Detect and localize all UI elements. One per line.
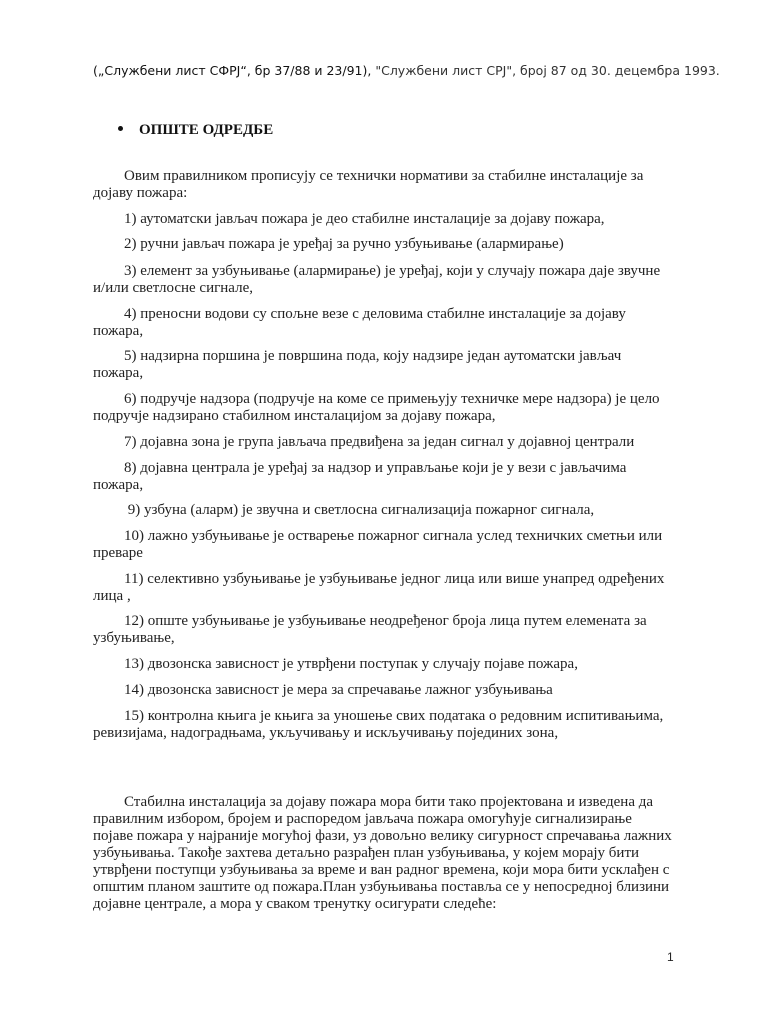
definition-8: 8) дојавна централа је уређај за надзор и управљање који је у вези с јављачима пожара, bbox=[93, 460, 627, 493]
definition-14: 14) двозонска зависност је мера за спречавање лажног узбуњивања bbox=[124, 682, 553, 698]
list-item bbox=[93, 682, 673, 699]
bullet-icon bbox=[118, 126, 123, 131]
definition-2: 2) ручни јављач пожара је уређај за ручно узбуњивање (алармирање) bbox=[124, 236, 564, 252]
definition-9: 9) узбуна (аларм) је звучна и светлосна сигнализација пожарног сигнала, bbox=[124, 502, 595, 518]
list-item bbox=[93, 434, 673, 451]
list-item bbox=[93, 391, 673, 425]
list-item bbox=[93, 211, 673, 228]
definition-4: 4) преносни водови су спољне везе с деловима стабилне инсталације за дојаву пожара, bbox=[93, 306, 626, 339]
list-item bbox=[93, 613, 673, 647]
list-item bbox=[93, 460, 673, 494]
definition-13: 13) двозонска зависност је утврђени поступак у случају појаве пожара, bbox=[124, 656, 578, 672]
definition-11: 11) селективно узбуњивање је узбуњивање једног лица или више унапред одређених лица , bbox=[93, 571, 665, 604]
definition-12: 12) опште узбуњивање је узбуњивање неодређеног броја лица путем елемената за узбуњивање, bbox=[93, 613, 647, 646]
definition-1: 1) аутоматски јављач пожара је део стабилне инсталације за дојаву пожара, bbox=[124, 211, 605, 227]
list-item bbox=[93, 306, 673, 340]
section-title: ОПШТЕ ОДРЕДБЕ bbox=[139, 122, 274, 138]
page-number: 1 bbox=[667, 950, 674, 964]
definition-15: 15) контролна књига је књига за уношење свих података о редовним испитивањима, ревизијама, надоградњама, укључивању и искључивању појединих зона, bbox=[93, 708, 664, 741]
section-heading bbox=[118, 122, 273, 139]
definition-3: 3) елемент за узбуњивање (алармирање) је уређај, који у случају пожара даје звучне и/или светлосне сигнале, bbox=[93, 263, 661, 296]
list-item bbox=[93, 656, 673, 673]
citation-sfrj: („Службени лист СФРЈ“, бр 37/88 и 23/91), bbox=[93, 63, 376, 78]
list-item bbox=[93, 348, 673, 382]
list-item bbox=[93, 236, 673, 253]
definition-6: 6) подручје надзора (подручје на коме се примењују техничке мере надзора) је цело подручје надзирано стабилном инсталацијом за дојаву пожара, bbox=[93, 391, 660, 424]
intro-paragraph bbox=[93, 168, 673, 202]
list-item bbox=[93, 708, 673, 742]
definition-5: 5) надзирна поршина је површина пода, коју надзире један аутоматски јављач пожара, bbox=[93, 348, 622, 381]
intro-text: Овим правилником прописују се технички нормативи за стабилне инсталације за дојаву пожара: bbox=[93, 168, 644, 201]
citation-srj: "Службени лист СРЈ", број 87 од 30. децембра 1993. bbox=[375, 63, 720, 78]
closing-text: Стабилна инсталација за дојаву пожара мора бити тако пројектована и изведена да правилним избором, бројем и распоредом јављача пожара омогућује сигнализирање појаве пожара у најраније могућој фази, уз довољно велику сигурност спречавања лажних узбуњивања. Такође захтева детаљно разрађен план узбуњивања, у којем морају бити утврђени поступци узбуњивања за време и ван радног времена, који мора бити усклађен с општим планом заштите од пожара.План узбуњивања поставља се у непосредној близини дојавне централе, а мора у сваком тренутку осигурати следеће: bbox=[93, 794, 672, 912]
list-item bbox=[93, 571, 673, 605]
definition-10: 10) лажно узбуњивање је остварење пожарног сигнала услед техничких сметњи или преваре bbox=[93, 528, 663, 561]
closing-paragraph bbox=[93, 794, 673, 913]
citation-header bbox=[93, 63, 733, 78]
list-item bbox=[93, 502, 673, 519]
definition-7: 7) дојавна зона је група јављача предвиђена за један сигнал у дојавној централи bbox=[124, 434, 635, 450]
list-item bbox=[93, 528, 673, 562]
list-item bbox=[93, 263, 673, 297]
